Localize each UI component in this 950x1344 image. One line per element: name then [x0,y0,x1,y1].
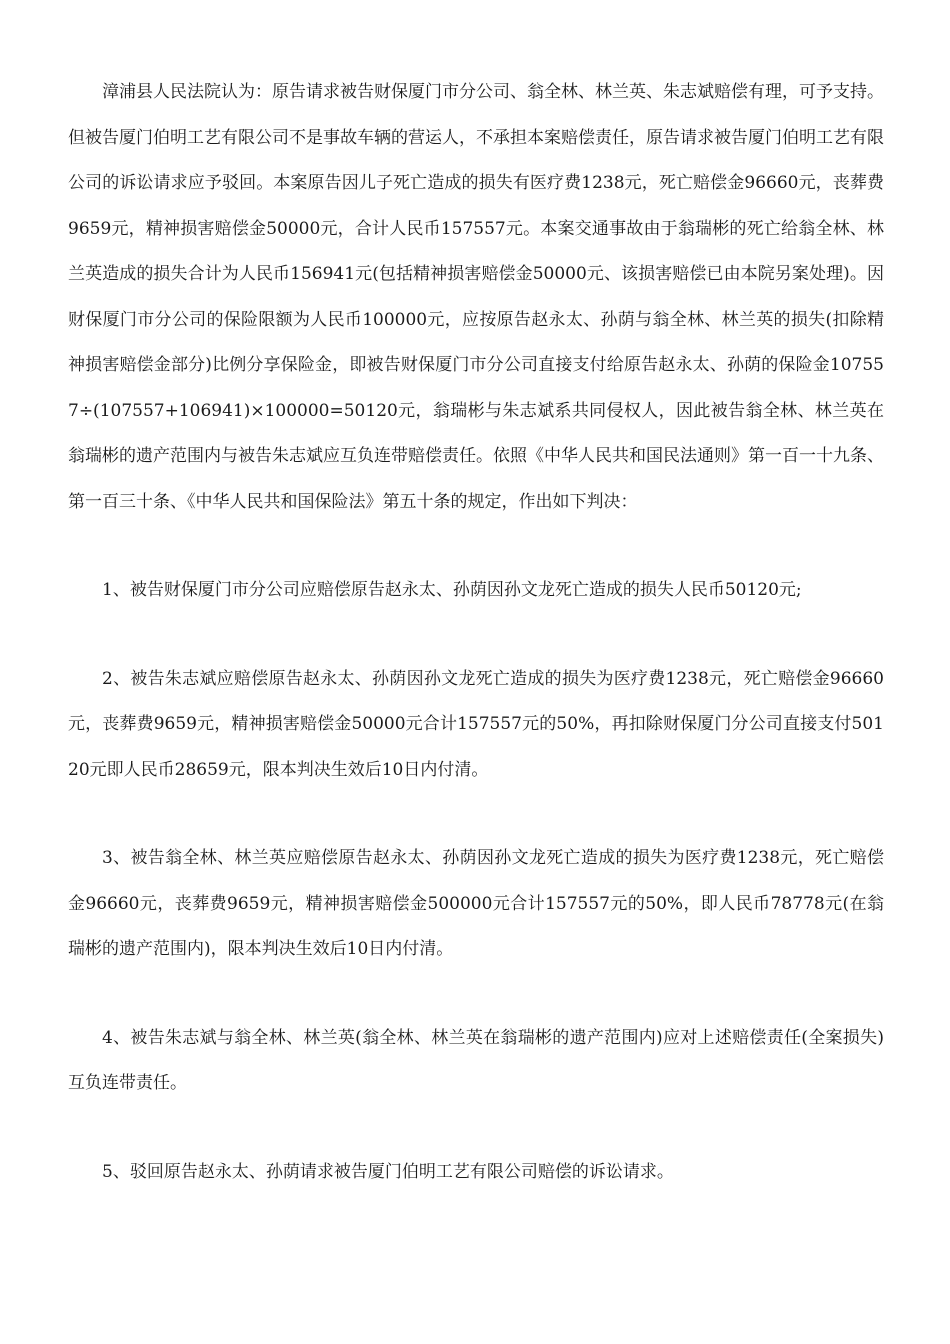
judgment-item-3: 3、被告翁全林、林兰英应赔偿原告赵永太、孙荫因孙文龙死亡造成的损失为医疗费1238元，死亡赔偿金96660元，丧葬费9659元，精神损害赔偿金500000元合计157557元的50%，即人民币78778元(在翁瑞彬的遗产范围内)，限本判决生效后10日内付清。 [68,848,884,959]
judgment-item-4: 4、被告朱志斌与翁全林、林兰英(翁全林、林兰英在翁瑞彬的遗产范围内)应对上述赔偿责任(全案损失)互负连带责任。 [68,1027,884,1093]
court-opinion-paragraph: 漳浦县人民法院认为：原告请求被告财保厦门市分公司、翁全林、林兰英、朱志斌赔偿有理，可予支持。但被告厦门伯明工艺有限公司不是事故车辆的营运人，不承担本案赔偿责任，原告请求被告厦门伯明工艺有限公司的诉讼请求应予驳回。本案原告因儿子死亡造成的损失有医疗费1238元，死亡赔偿金96660元，丧葬费9659元，精神损害赔偿金50000元，合计人民币157557元。本案交通事故由于翁瑞彬的死亡给翁全林、林兰英造成的损失合计为人民币156941元(包括精神损害赔偿金50000元、该损害赔偿已由本院另案处理)。因财保厦门市分公司的保险限额为人民币100000元，应按原告赵永太、孙荫与翁全林、林兰英的损失(扣除精神损害赔偿金部分)比例分享保险金，即被告财保厦门市分公司直接支付给原告赵永太、孙荫的保险金107557÷(107557+106941)×100000=50120元，翁瑞彬与朱志斌系共同侵权人，因此被告翁全林、林兰英在翁瑞彬的遗产范围内与被告朱志斌应互负连带赔偿责任。依照《中华人民共和国民法通则》第一百一十九条、第一百三十条、《中华人民共和国保险法》第五十条的规定，作出如下判决： [68,82,884,512]
judgment-item-5: 5、驳回原告赵永太、孙荫请求被告厦门伯明工艺有限公司赔偿的诉讼请求。 [102,1161,674,1182]
judgment-item-2: 2、被告朱志斌应赔偿原告赵永太、孙荫因孙文龙死亡造成的损失为医疗费1238元，死亡赔偿金96660元，丧葬费9659元，精神损害赔偿金50000元合计157557元的50%，再扣除财保厦门分公司直接支付50120元即人民币28659元，限本判决生效后10日内付清。 [68,668,884,780]
judgment-item-1: 1、被告财保厦门市分公司应赔偿原告赵永太、孙荫因孙文龙死亡造成的损失人民币50120元; [102,580,802,600]
